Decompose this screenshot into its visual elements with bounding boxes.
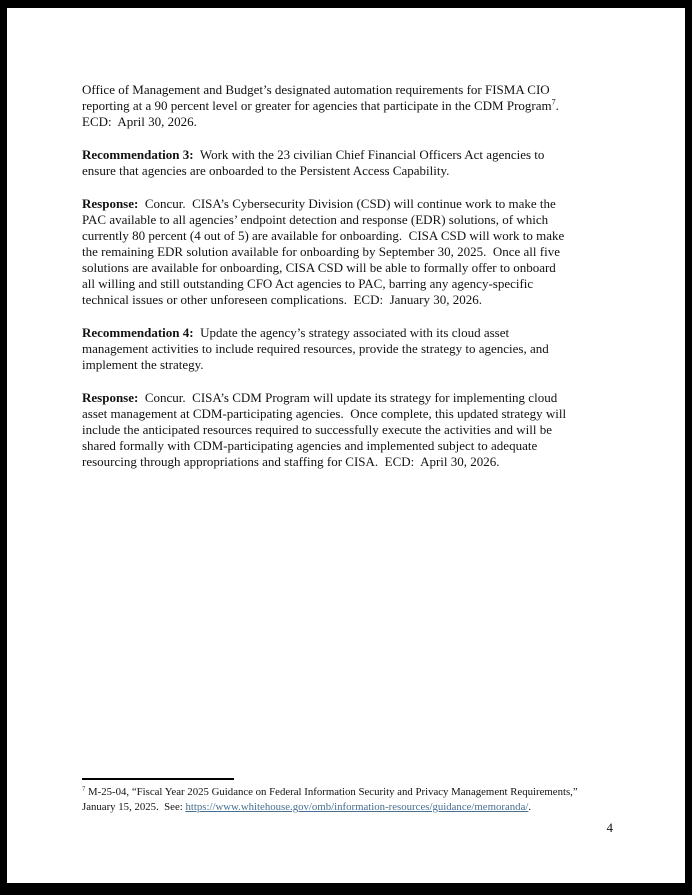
- memoranda-hyperlink[interactable]: https://www.whitehouse.gov/omb/information-resources/guidance/memoranda/: [185, 801, 529, 813]
- text-line: solutions are available for onboarding, CISA CSD will be able to formally offer to onboard: [82, 260, 556, 275]
- text-segment: Update the agency’s strategy associated with its cloud asset: [193, 325, 510, 340]
- footnote-line: [82, 785, 616, 800]
- text-line: Office of Management and Budget’s designated automation requirements for FISMA CIO: [82, 82, 550, 97]
- text-line: [82, 98, 616, 114]
- text-line: [82, 196, 616, 212]
- text-segment: Concur. CISA’s CDM Program will update its strategy for implementing cloud: [138, 390, 558, 405]
- paragraph-recommendation-4: [82, 325, 616, 373]
- text-line: include the anticipated resources required to successfully execute the activities and will be: [82, 422, 552, 437]
- page-body-text: [82, 82, 616, 487]
- recommendation-3-label: Recommendation 3:: [82, 147, 194, 162]
- footnote-area: [82, 778, 616, 815]
- text-segment: reporting at a 90 percent level or greater for agencies that participate in the CDM Program: [82, 98, 552, 113]
- text-segment: Work with the 23 civilian Chief Financial Officers Act agencies to: [193, 147, 545, 162]
- recommendation-4-label: Recommendation 4:: [82, 325, 194, 340]
- text-line: management activities to include required resources, provide the strategy to agencies, and: [82, 341, 549, 356]
- text-line: ensure that agencies are onboarded to the Persistent Access Capability.: [82, 163, 450, 178]
- text-line: [82, 147, 616, 163]
- text-segment: .: [528, 801, 532, 813]
- paragraph-recommendation-3: [82, 147, 616, 179]
- footnote-line: [82, 800, 616, 815]
- text-line: PAC available to all agencies’ endpoint detection and response (EDR) solutions, of which: [82, 212, 549, 227]
- document-page: [7, 8, 685, 883]
- text-line: the remaining EDR solution available for onboarding by September 30, 2025. Once all five: [82, 244, 560, 259]
- text-line: asset management at CDM-participating agencies. Once complete, this updated strategy will: [82, 406, 567, 421]
- text-line: shared formally with CDM-participating agencies and implemented subject to adequate: [82, 438, 538, 453]
- paragraph-response-4: [82, 390, 616, 470]
- text-line: all willing and still outstanding CFO Act agencies to PAC, barring any agency-specific: [82, 276, 534, 291]
- response-4-label: Response:: [82, 390, 139, 405]
- text-line: currently 80 percent (4 out of 5) are available for onboarding. CISA CSD will work to make: [82, 228, 565, 243]
- footnote-separator-rule: [82, 778, 234, 780]
- text-segment: January 15, 2025. See:: [82, 801, 186, 813]
- paragraph-response-3: [82, 196, 616, 308]
- footnote-number-7: 7: [82, 785, 86, 793]
- text-line: technical issues or other unforeseen complications. ECD: January 30, 2026.: [82, 292, 483, 307]
- text-segment: .: [555, 98, 559, 113]
- page-number: 4: [606, 820, 613, 835]
- text-line: implement the strategy.: [82, 357, 204, 372]
- text-line: [82, 390, 616, 406]
- text-segment: Concur. CISA’s Cybersecurity Division (CSD) will continue work to make the: [138, 196, 556, 211]
- text-line: resourcing through appropriations and staffing for CISA. ECD: April 30, 2026.: [82, 454, 500, 469]
- response-3-label: Response:: [82, 196, 139, 211]
- text-segment: M-25-04, “Fiscal Year 2025 Guidance on Federal Information Security and Privacy Management Requirements,”: [85, 786, 578, 798]
- paragraph-intro-continuation: [82, 82, 616, 130]
- text-line: [82, 325, 616, 341]
- text-line: ECD: April 30, 2026.: [82, 114, 197, 129]
- footnote-reference-7: 7: [551, 97, 556, 107]
